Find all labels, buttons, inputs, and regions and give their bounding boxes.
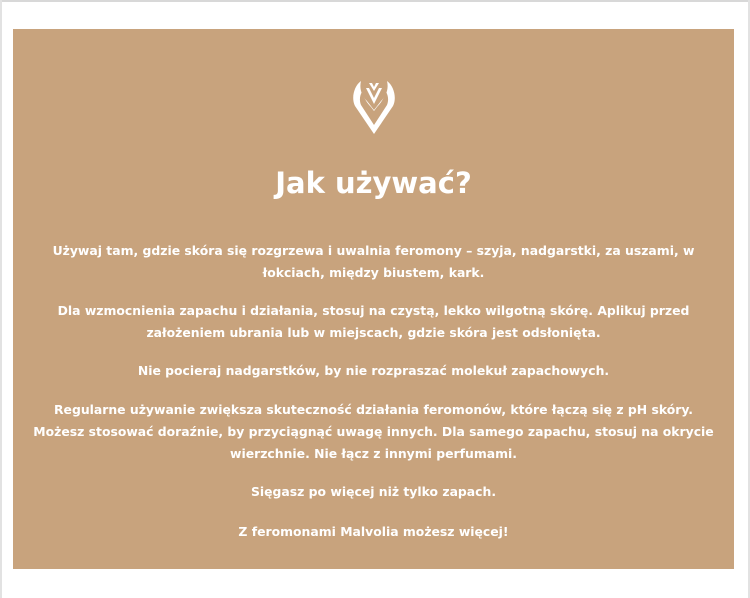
- usage-paragraph-tagline: Sięgasz po więcej niż tylko zapach.: [250, 484, 497, 499]
- window-top-border: [0, 0, 750, 2]
- malvolia-heart-logo-icon: [352, 76, 396, 136]
- usage-paragraph-where: Używaj tam, gdzie skóra się rozgrzewa i uwalnia feromony – szyja, nadgarstki, za uszami, w łokciach, między biustem, kark.: [52, 243, 695, 280]
- section-title: Jak używać?: [275, 166, 472, 200]
- window-left-border: [0, 0, 2, 598]
- usage-paragraph-application: Dla wzmocnienia zapachu i działania, stosuj na czystą, lekko wilgotną skórę. Aplikuj przed założeniem ubrania lub w miejscach, gdzie skóra jest odsłonięta.: [57, 303, 690, 340]
- usage-paragraph-wrists: Nie pocieraj nadgarstków, by nie rozpraszać molekuł zapachowych.: [137, 363, 610, 378]
- usage-paragraph-regular-use: Regularne używanie zwiększa skuteczność działania feromonów, które łączą się z pH skóry. Możesz stosować doraźnie, by przyciągnąć uwagę innych. Dla samego zapachu, stosuj na okrycie wierzchnie. Nie łącz z innymi perfumami.: [33, 402, 714, 461]
- usage-paragraph-closing: Z feromonami Malvolia możesz więcej!: [238, 524, 509, 539]
- how-to-use-panel: [13, 29, 734, 569]
